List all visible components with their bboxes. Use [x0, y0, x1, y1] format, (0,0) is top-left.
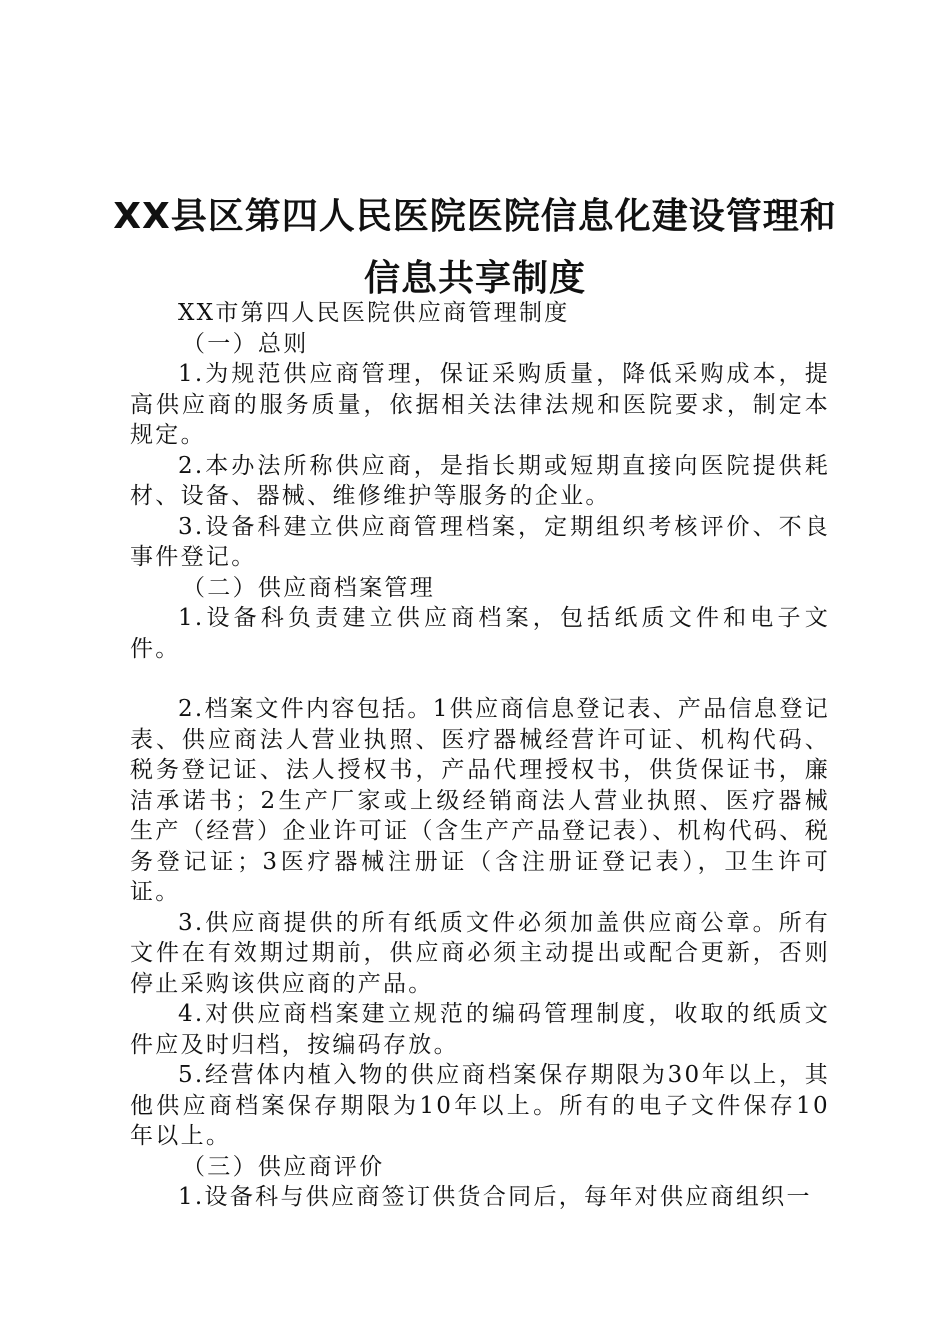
section-heading-general: （一）总则 [182, 330, 309, 357]
document-body [130, 298, 830, 1213]
document-title-line-1: XX县区第四人民医院医院信息化建设管理和 [113, 196, 837, 237]
section-heading-evaluation: （三）供应商评价 [182, 1153, 385, 1180]
document-title-line-2: 信息共享制度 [363, 258, 586, 299]
paragraph: 1.设备科负责建立供应商档案，包括纸质文件和电子文件。 [130, 605, 830, 662]
paragraph: 1.为规范供应商管理，保证采购质量，降低采购成本，提高供应商的服务质量，依据相关法律法规和医院要求，制定本规定。 [130, 361, 830, 448]
paragraph: 1.设备科与供应商签订供货合同后，每年对供应商组织一 [178, 1184, 812, 1210]
paragraph: 3.供应商提供的所有纸质文件必须加盖供应商公章。所有文件在有效期过期前，供应商必须主动提出或配合更新，否则停止采购该供应商的产品。 [130, 909, 830, 997]
paragraph: 4.对供应商档案建立规范的编码管理制度，收取的纸质文件应及时归档，按编码存放。 [130, 1001, 830, 1058]
paragraph: 3.设备科建立供应商管理档案，定期组织考核评价、不良事件登记。 [130, 513, 830, 570]
subtitle: XX市第四人民医院供应商管理制度 [178, 300, 570, 326]
paragraph: 5.经营体内植入物的供应商档案保存期限为30年以上，其他供应商档案保存期限为10年以上。所有的电子文件保存10年以上。 [130, 1062, 830, 1149]
section-heading-archive: （二）供应商档案管理 [182, 574, 435, 601]
paragraph: 2.档案文件内容包括。1供应商信息登记表、产品信息登记表、供应商法人营业执照、医疗器械经营许可证、机构代码、税务登记证、法人授权书，产品代理授权书，供货保证书，廉洁承诺书；2生产厂家或上级经销商法人营业执照、医疗器械生产（经营）企业许可证（含生产产品登记表）、机构代码、税务登记证；3医疗器械注册证（含注册证登记表），卫生许可证。 [130, 696, 830, 905]
paragraph: 2.本办法所称供应商，是指长期或短期直接向医院提供耗材、设备、器械、维修维护等服务的企业。 [130, 452, 830, 509]
